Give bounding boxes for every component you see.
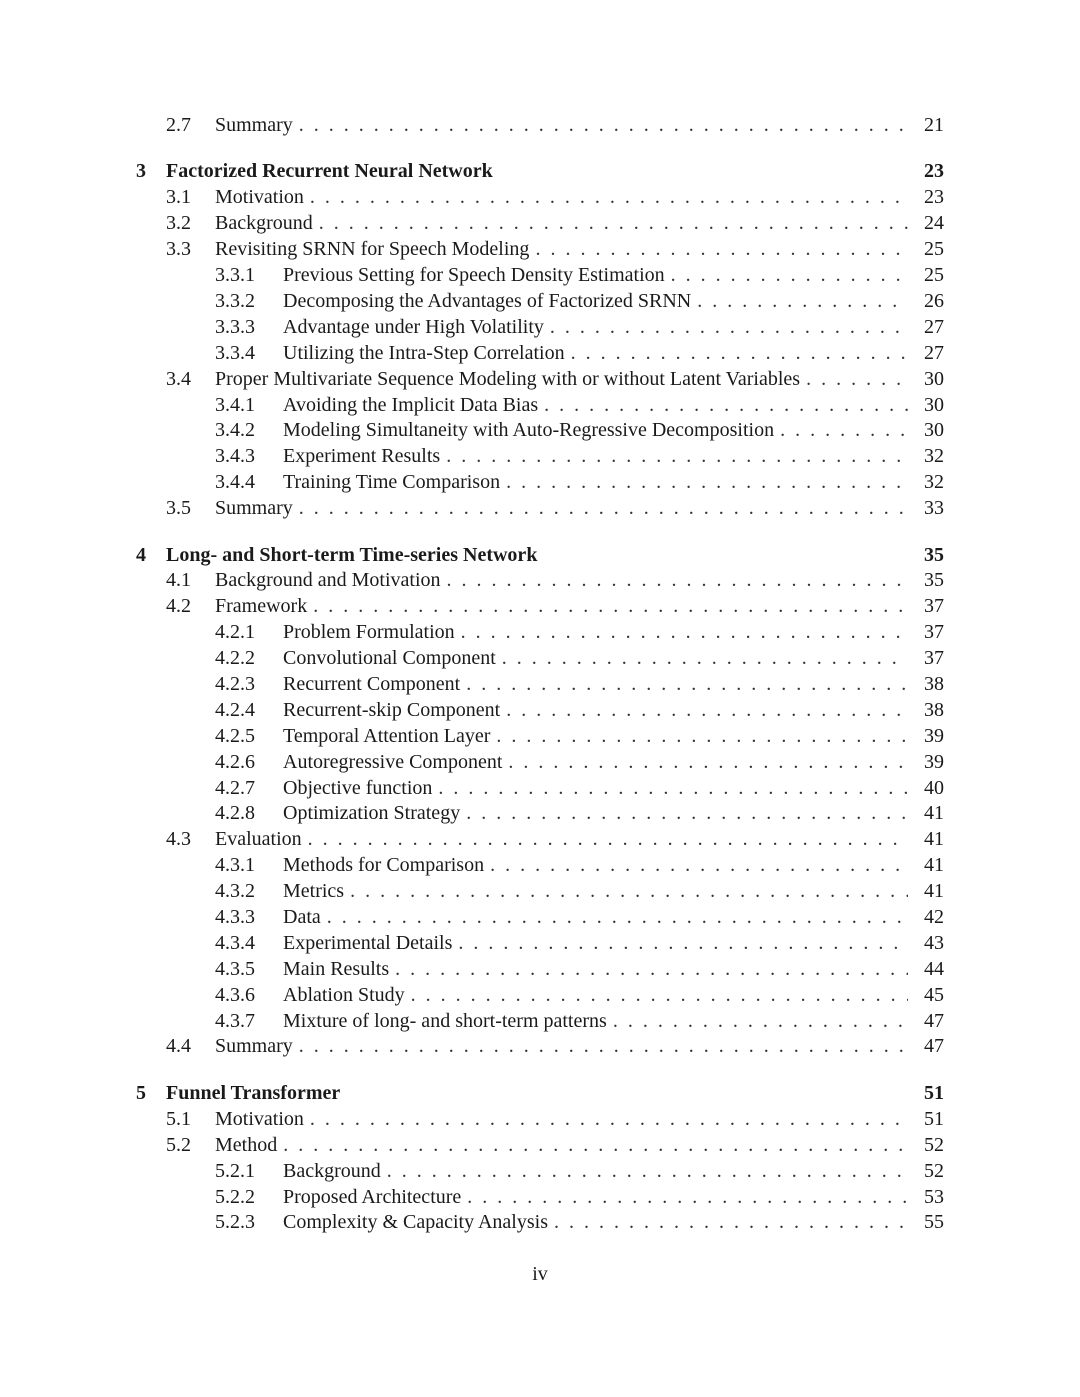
toc-entry-page: 30 [924,393,944,416]
toc-entry-page: 39 [924,750,944,773]
toc-entry-number: 5.2 [166,1133,191,1156]
toc-dot-leader [508,750,908,776]
toc-entry-number: 4.2 [166,595,191,618]
toc-entry-page: 23 [924,186,944,209]
toc-entry-number: 4.3.4 [215,931,255,954]
toc-entry-title-wrap [283,931,908,957]
toc-entry-title-wrap [215,1034,908,1060]
toc-entry-page: 21 [924,114,944,136]
toc-entry-title-wrap [166,1081,908,1107]
toc-entry-title: Motivation [215,1107,310,1133]
toc-subsection-entry[interactable] [132,750,948,776]
toc-dot-leader [446,444,908,470]
toc-dot-leader [327,905,908,931]
toc-dot-leader [490,853,908,879]
toc-subsection-entry[interactable] [132,263,948,289]
toc-subsection-entry[interactable] [132,289,948,315]
toc-entry-title-wrap [283,1159,908,1185]
toc-entry-title: Ablation Study [283,983,411,1009]
toc-entry-title: Decomposing the Advantages of Factorized SRNN [283,289,697,315]
toc-section-entry[interactable] [132,496,948,522]
toc-entry-page: 32 [924,445,944,468]
toc-entry-title-wrap [215,1133,908,1159]
toc-entry-page: 41 [924,802,944,825]
toc-entry-number: 5.1 [166,1107,191,1130]
toc-entry-title-wrap [283,289,908,315]
toc-entry-title: Convolutional Component [283,646,502,672]
toc-entry-page: 41 [924,880,944,903]
toc-entry-title-wrap [283,983,908,1009]
toc-entry-page: 25 [924,264,944,287]
toc-entry-page: 30 [924,367,944,390]
toc-entry-title: Background [283,1159,387,1185]
toc-entry-title-wrap [283,393,908,419]
toc-entry-page: 43 [924,931,944,954]
toc-entry-title: Evaluation [215,827,308,853]
toc-entry-number: 4 [136,543,146,566]
toc-dot-leader [283,1133,908,1159]
toc-dot-leader [550,315,908,341]
toc-entry-title-wrap [283,1185,908,1211]
toc-entry-number: 3 [136,160,146,183]
toc-entry-title-wrap [283,470,908,496]
toc-subsection-entry[interactable] [132,620,948,646]
toc-entry-title-wrap [283,776,908,802]
toc-entry-title: Autoregressive Component [283,750,508,776]
toc-entry-title: Long- and Short-term Time-series Network [166,543,543,569]
toc-entry-page: 41 [924,828,944,851]
toc-dot-leader [466,672,908,698]
toc-dot-leader [308,827,908,853]
toc-entry-number: 4.3.1 [215,854,255,877]
toc-entry-title: Modeling Simultaneity with Auto-Regressive Decomposition [283,418,780,444]
toc-entry-title-wrap [215,568,908,594]
toc-dot-leader [554,1210,908,1236]
toc-entry-title: Previous Setting for Speech Density Estimation [283,263,671,289]
toc-dot-leader [806,367,908,393]
toc-entry-number: 5.2.1 [215,1159,255,1182]
toc-subsection-entry[interactable] [132,776,948,802]
toc-chapter-entry[interactable] [132,1081,948,1107]
toc-subsection-entry[interactable] [132,879,948,905]
toc-entry-number: 4.2.2 [215,647,255,670]
toc-entry-title: Training Time Comparison [283,470,506,496]
toc-dot-leader [544,393,908,419]
toc-entry-page: 30 [924,419,944,442]
toc-entry-page: 38 [924,698,944,721]
toc-section-entry[interactable] [132,237,948,263]
toc-subsection-entry[interactable] [132,931,948,957]
toc-entry-title: Metrics [283,879,350,905]
toc-dot-leader [387,1159,908,1185]
toc-entry-title-wrap [283,1210,908,1236]
toc-entry-title: Proposed Architecture [283,1185,467,1211]
toc-entry-page: 47 [924,1035,944,1058]
toc-entry-number: 3.4.4 [215,471,255,494]
toc-entry-title: Motivation [215,185,310,211]
toc-entry-page: 32 [924,471,944,494]
toc-entry-title-wrap [283,698,908,724]
toc-entry-title-wrap [283,879,908,905]
toc-section-entry[interactable] [132,211,948,237]
toc-entry-page: 37 [924,595,944,618]
toc-entry-page: 24 [924,212,944,235]
toc-entry-title-wrap [166,543,908,569]
toc-entry-title: Advantage under High Volatility [283,315,550,341]
toc-entry-page: 27 [924,341,944,364]
toc-entry-title: Summary [215,1034,299,1060]
toc-section-entry[interactable] [132,113,948,139]
toc-entry-page: 52 [924,1133,944,1156]
toc-entry-number: 5.2.2 [215,1185,255,1208]
toc-entry-page: 39 [924,724,944,747]
toc-entry-page: 33 [924,497,944,520]
toc-entry-title: Optimization Strategy [283,801,466,827]
toc-dot-leader [466,801,908,827]
toc-subsection-entry[interactable] [132,444,948,470]
toc-entry-page: 37 [924,647,944,670]
toc-entry-page: 37 [924,621,944,644]
toc-entry-title: Revisiting SRNN for Speech Modeling [215,237,535,263]
toc-section-entry[interactable] [132,568,948,594]
toc-entry-title-wrap [283,1009,908,1035]
toc-dot-leader [319,211,908,237]
toc-entry-title: Complexity & Capacity Analysis [283,1210,554,1236]
toc-dot-leader [310,185,908,211]
toc-subsection-entry[interactable] [132,393,948,419]
toc-dot-leader [299,496,908,522]
toc-entry-title-wrap [215,594,908,620]
toc-entry-title: Main Results [283,957,395,983]
toc-entry-number: 3.3.4 [215,341,255,364]
toc-entry-title: Avoiding the Implicit Data Bias [283,393,544,419]
toc-entry-page: 25 [924,238,944,261]
toc-entry-title: Factorized Recurrent Neural Network [166,159,499,185]
toc-entry-number: 4.3.3 [215,906,255,929]
toc-dot-leader [506,470,908,496]
toc-entry-page: 35 [924,543,944,566]
toc-section-entry[interactable] [132,1133,948,1159]
toc-entry-title: Objective function [283,776,438,802]
toc-entry-title-wrap [215,211,908,237]
toc-entry-number: 3.1 [166,186,191,209]
toc-entry-title-wrap [283,620,908,646]
toc-dot-leader [467,1185,908,1211]
toc-entry-title: Funnel Transformer [166,1081,346,1107]
toc-entry-number: 5 [136,1081,146,1104]
toc-entry-page: 35 [924,569,944,592]
toc-dot-leader [506,698,908,724]
toc-dot-leader [496,724,908,750]
toc-subsection-entry[interactable] [132,1210,948,1236]
toc-entry-title-wrap [283,905,908,931]
toc-entry-number: 4.4 [166,1035,191,1058]
toc-dot-leader [671,263,908,289]
toc-entry-number: 3.4.2 [215,419,255,442]
toc-subsection-entry[interactable] [132,672,948,698]
toc-subsection-entry[interactable] [132,905,948,931]
toc-entry-page: 44 [924,957,944,980]
toc-entry-title-wrap [283,801,908,827]
toc-entry-page: 53 [924,1185,944,1208]
toc-entry-page: 42 [924,906,944,929]
toc-entry-page: 55 [924,1211,944,1234]
toc-entry-page: 38 [924,673,944,695]
toc-entry-title-wrap [283,418,908,444]
toc-section-entry[interactable] [132,827,948,853]
toc-entry-title: Problem Formulation [283,620,461,646]
toc-section-entry[interactable] [132,1034,948,1060]
toc-subsection-entry[interactable] [132,698,948,724]
toc-entry-title-wrap [215,367,908,393]
toc-section-entry[interactable] [132,367,948,393]
toc-entry-number: 4.3 [166,828,191,851]
toc-subsection-entry[interactable] [132,724,948,750]
toc-entry-number: 4.3.6 [215,983,255,1006]
toc-subsection-entry[interactable] [132,853,948,879]
toc-entry-title: Framework [215,594,313,620]
toc-entry-title-wrap [283,263,908,289]
toc-dot-leader [502,646,908,672]
toc-section-entry[interactable] [132,185,948,211]
toc-subsection-entry[interactable] [132,1159,948,1185]
toc-subsection-entry[interactable] [132,983,948,1009]
toc-entry-title-wrap [283,444,908,470]
toc-entry-number: 4.2.6 [215,750,255,773]
toc-entry-page: 52 [924,1159,944,1182]
toc-entry-title: Proper Multivariate Sequence Modeling with or without Latent Variables [215,367,806,393]
toc-subsection-entry[interactable] [132,315,948,341]
toc-entry-title: Background and Motivation [215,568,447,594]
toc-entry-page: 41 [924,854,944,877]
toc-entry-number: 3.4.3 [215,445,255,468]
toc-dot-leader [438,776,908,802]
toc-entry-number: 4.2.5 [215,724,255,747]
toc-subsection-entry[interactable] [132,646,948,672]
toc-dot-leader [350,879,908,905]
toc-subsection-entry[interactable] [132,341,948,367]
toc-subsection-entry[interactable] [132,801,948,827]
toc-entry-page: 47 [924,1009,944,1032]
toc-entry-title: Temporal Attention Layer [283,724,496,750]
toc-entry-title: Background [215,211,319,237]
toc-entry-title-wrap [283,853,908,879]
toc-entry-number: 4.2.8 [215,802,255,825]
toc-entry-title: Recurrent Component [283,672,466,698]
toc-dot-leader [535,237,908,263]
toc-dot-leader [447,568,908,594]
toc-entry-title: Experiment Results [283,444,446,470]
toc-entry-title-wrap [166,159,908,185]
toc-entry-number: 4.3.2 [215,880,255,903]
toc-entry-number: 3.5 [166,497,191,520]
toc-entry-page: 51 [924,1081,944,1104]
toc-subsection-entry[interactable] [132,1009,948,1035]
toc-entry-page: 45 [924,983,944,1006]
toc-entry-title-wrap [283,341,908,367]
toc-entry-page: 27 [924,315,944,338]
toc-section-entry[interactable] [132,1107,948,1133]
toc-entry-number: 3.3.2 [215,289,255,312]
toc-entry-page: 23 [924,160,944,183]
toc-entry-number: 4.3.7 [215,1009,255,1032]
toc-dot-leader [310,1107,908,1133]
toc-entry-number: 3.3 [166,238,191,261]
toc-dot-leader [299,1034,908,1060]
toc-dot-leader [458,931,908,957]
toc-section-entry[interactable] [132,594,948,620]
toc-dot-leader [461,620,908,646]
toc-entry-number: 4.2.3 [215,673,255,695]
toc-entry-title-wrap [283,672,908,698]
toc-entry-page: 51 [924,1107,944,1130]
toc-entry-page: 26 [924,289,944,312]
toc-entry-title-wrap [215,237,908,263]
toc-entry-number: 3.3.1 [215,264,255,287]
toc-dot-leader [395,957,908,983]
toc-dot-leader [613,1009,908,1035]
toc-dot-leader [299,113,908,139]
toc-entry-number: 4.3.5 [215,957,255,980]
toc-entry-page: 40 [924,776,944,799]
toc-entry-title: Method [215,1133,283,1159]
page-number: iv [532,1263,548,1285]
toc-entry-number: 4.2.7 [215,776,255,799]
toc-entry-title-wrap [283,750,908,776]
toc-entry-number: 3.4.1 [215,393,255,416]
toc-dot-leader [313,594,908,620]
toc-dot-leader [411,983,908,1009]
toc-entry-title: Mixture of long- and short-term patterns [283,1009,613,1035]
toc-entry-title: Experimental Details [283,931,458,957]
toc-entry-number: 5.2.3 [215,1211,255,1234]
toc-entry-title: Summary [215,113,299,139]
toc-dot-leader [697,289,908,315]
toc-entry-title-wrap [283,957,908,983]
toc-entry-title-wrap [283,724,908,750]
toc-entry-number: 3.3.3 [215,315,255,338]
toc-entry-title-wrap [215,827,908,853]
toc-entry-number: 4.2.4 [215,698,255,721]
toc-entry-title-wrap [215,185,908,211]
toc-entry-number: 3.4 [166,367,191,390]
toc-entry-number: 3.2 [166,212,191,235]
toc-entry-title: Recurrent-skip Component [283,698,506,724]
toc-entry-title-wrap [283,646,908,672]
toc-chapter-entry[interactable] [132,543,948,569]
table-of-contents [132,113,948,1236]
toc-entry-title-wrap [215,496,908,522]
toc-chapter-entry[interactable] [132,159,948,185]
toc-entry-title-wrap [283,315,908,341]
toc-entry-number: 4.2.1 [215,621,255,644]
toc-subsection-entry[interactable] [132,957,948,983]
toc-entry-number: 4.1 [166,569,191,592]
toc-entry-title: Utilizing the Intra-Step Correlation [283,341,571,367]
toc-dot-leader [780,418,908,444]
toc-subsection-entry[interactable] [132,418,948,444]
toc-subsection-entry[interactable] [132,470,948,496]
toc-entry-title: Summary [215,496,299,522]
toc-entry-title-wrap [215,113,908,139]
toc-entry-title: Data [283,905,327,931]
toc-subsection-entry[interactable] [132,1185,948,1211]
toc-entry-title: Methods for Comparison [283,853,490,879]
toc-dot-leader [571,341,908,367]
toc-entry-number: 2.7 [166,114,191,136]
toc-entry-title-wrap [215,1107,908,1133]
